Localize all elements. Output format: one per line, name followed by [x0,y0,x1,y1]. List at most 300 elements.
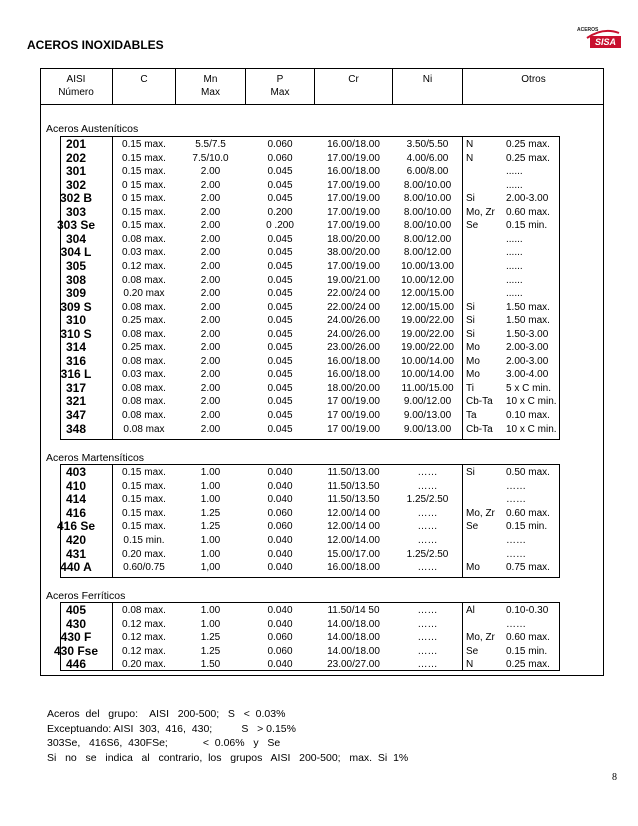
cell-p: 0.045 [267,179,293,191]
cell-cr: 11.50/13.00 [327,467,380,478]
cell-o2: …… [506,480,526,492]
header-cr: Cr [348,74,359,85]
cell-cr: 16.00/18.00 [327,166,380,178]
cell-ni: 6.00/8.00 [406,166,449,178]
table-row [0,287,638,300]
cell-o2: 10 x C min. [506,423,557,435]
cell-o2: 0.25 max. [506,139,550,150]
cell-o2: 0.60 max. [506,206,550,218]
cell-o2: 0.60 max. [506,632,550,644]
cell-cr: 12.00/14.00 [327,535,380,546]
cell-p: 0.045 [267,233,293,245]
cell-c: 0 15 max. [122,179,166,191]
cell-c: 0.15 max. [122,166,166,178]
cell-ni: 10.00/13.00 [401,260,454,272]
cell-cr: 18.00/20.00 [327,382,380,394]
cell-c: 0.03 max. [122,247,166,259]
table-row [0,604,638,617]
table-row [0,561,638,574]
cell-o2: 5 x C min. [506,382,552,394]
cell-c: 0.08 max. [122,301,166,313]
cell-aisi: 201 [65,137,87,151]
cell-p: 0.045 [267,396,293,408]
cell-o2: 0.75 max. [506,562,550,574]
cell-aisi: 430 Fse [53,643,99,658]
cell-ni: 10.00/14.00 [401,369,454,381]
header-aisi [40,73,112,99]
cell-p: 0.040 [267,494,293,506]
cell-p: 0.040 [267,467,293,478]
cell-ni: 8.00/10.00 [403,206,452,218]
cell-p: 0.045 [267,355,293,367]
cell-o2: ...... [506,288,523,300]
cell-aisi: 403 [65,465,87,479]
table-row [0,179,638,192]
cell-aisi: 314 [65,340,87,355]
cell-aisi: 321 [65,394,87,409]
cell-p: 0.040 [267,480,293,492]
cell-c: 0.15 max. [122,480,166,492]
table-row [0,423,638,436]
footnote-line: Aceros del grupo: AISI 200-500; S < 0.03% [47,708,286,720]
cell-mn: 1.00 [200,618,221,630]
cell-p: 0.045 [267,247,293,259]
cell-mn: 2.00 [200,233,221,245]
cell-aisi: 303 [65,204,87,219]
cell-c: 0.15 max. [122,220,166,232]
cell-ni: …… [417,521,438,533]
cell-aisi: 301 [65,164,87,179]
cell-p: 0.060 [267,152,293,164]
cell-aisi: 316 [65,353,87,368]
cell-c: 0.20 max. [122,548,166,560]
cell-p: 0.045 [267,382,293,394]
cell-p: 0.045 [267,369,293,381]
cell-cr: 24.00/26.00 [327,328,380,340]
cell-p: 0.060 [267,632,293,644]
cell-p: 0.045 [267,260,293,272]
cell-mn: 2.00 [200,260,221,272]
cell-aisi: 431 [65,546,87,561]
cell-mn: 2.00 [200,206,221,218]
cell-o2: 0.15 min. [506,645,548,657]
cell-mn: 2.00 [200,328,221,340]
cell-ni: …… [417,632,438,644]
cell-ni: 19.00/22.00 [401,328,454,340]
cell-ni: …… [417,467,438,478]
cell-cr: 17.00/19.00 [327,179,380,191]
cell-o2: ...... [506,179,523,191]
sisa-logo [577,25,623,51]
cell-aisi: 202 [65,150,87,165]
cell-ni: 12.00/15.00 [401,301,454,313]
cell-o2: ...... [506,274,523,286]
header-mn-line1: Mn [203,74,218,85]
table-row [0,395,638,408]
cell-p: 0.060 [267,521,293,533]
cell-o2: 1.50 max. [506,301,550,313]
cell-aisi: 309 S [60,299,92,314]
cell-c: 0.15 max. [122,521,166,533]
table-row [0,382,638,395]
section-title-ferriticos: Aceros Ferríticos [46,590,126,602]
cell-aisi: 410 [65,478,87,493]
cell-cr: 11.50/13.50 [327,494,380,506]
cell-ni: 19.00/22.00 [401,342,454,354]
cell-aisi: 446 [65,657,87,672]
cell-c: 0.60/0.75 [123,562,165,574]
table-row [0,341,638,354]
cell-o2: 3.00-4.00 [506,369,549,381]
cell-aisi: 310 [65,313,87,328]
cell-mn: 1.00 [200,548,221,560]
table-row [0,658,638,671]
cell-p: 0.200 [267,206,293,218]
cell-mn: 1.00 [200,480,221,492]
section-title-martensiticos: Aceros Martensíticos [46,452,145,464]
cell-c: 0.12 max. [122,632,166,644]
footnote-line: 303Se, 416S6, 430FSe; < 0.06% y Se [47,737,281,749]
cell-cr: 22.00/24 00 [327,301,380,313]
cell-ni: 12.00/15.00 [401,288,454,300]
cell-mn: 1.50 [200,659,221,671]
cell-cr: 23.00/27.00 [327,659,380,671]
cell-c: 0.12 max. [122,618,166,630]
cell-o2: 0.10 max. [506,410,550,421]
table-row [0,493,638,506]
cell-aisi: 310 S [60,326,92,341]
table-row [0,274,638,287]
cell-c: 0.15 max. [122,494,166,506]
cell-ni: 11.00/15.00 [401,382,454,394]
cell-cr: 14.00/18.00 [327,632,380,644]
cell-p: 0.060 [267,645,293,657]
cell-c: 0 15 max. [122,193,166,205]
footnote-line: Exceptuando: AISI 303, 416, 430; S > 0.15% [47,722,296,735]
cell-ni: …… [417,507,438,519]
cell-mn: 1.00 [200,535,221,546]
cell-o2: 2.00-3.00 [506,355,549,367]
table-row [0,355,638,368]
footnote-line: Si no se indica al contrario, los grupos AISI 200-500; max. Si 1% [47,751,409,764]
cell-p: 0.045 [267,166,293,178]
cell-ni: 1.25/2.50 [406,548,449,560]
cell-o1: Mo, Zr [466,206,495,218]
cell-c: 0.08 max. [122,396,166,408]
table-row [0,206,638,219]
cell-mn: 7.5/10.0 [192,152,229,164]
cell-p: 0.045 [267,301,293,313]
cell-ni: 8.00/12.00 [403,233,452,245]
cell-o2: 1.50-3.00 [506,328,549,340]
cell-cr: 16.00/18.00 [327,369,380,381]
cell-ni: …… [417,535,438,546]
cell-cr: 17.00/19.00 [327,193,380,205]
cell-c: 0.15 max. [122,467,166,478]
cell-c: 0.08 max [123,423,165,435]
cell-o1: Mo [466,355,480,367]
header-ni: Ni [422,74,433,85]
cell-ni: …… [417,480,438,492]
cell-o1: Ta [466,410,477,421]
cell-mn: 2.00 [200,288,221,300]
table-row [0,631,638,644]
cell-p: 0.045 [267,274,293,286]
cell-o1: Mo [466,369,480,381]
cell-o2: 0.50 max. [506,467,550,478]
cell-cr: 23.00/26.00 [327,342,380,354]
cell-ni: 10.00/12.00 [401,274,454,286]
cell-p: 0.040 [267,659,293,671]
cell-mn: 1,00 [200,562,221,574]
cell-c: 0.15 max. [122,507,166,519]
page-title: ACEROS INOXIDABLES [27,38,164,52]
cell-ni: …… [417,618,438,630]
cell-aisi: 347 [65,408,87,422]
cell-aisi: 316 L [60,367,92,382]
cell-p: 0.045 [267,423,293,435]
cell-aisi: 304 L [60,245,92,260]
table-row [0,534,638,547]
header-aisi-line2: Número [58,87,94,98]
header-mn-line2: Max [201,87,220,98]
cell-o1: Se [466,220,479,232]
header-c: C [140,74,148,85]
cell-p: 0.045 [267,193,293,205]
table-row [0,260,638,273]
cell-cr: 22.00/24 00 [327,288,380,300]
cell-cr: 24.00/26.00 [327,315,380,327]
table-row [0,548,638,561]
cell-ni: …… [417,562,438,574]
cell-aisi: 430 [65,616,87,631]
cell-p: 0.040 [267,548,293,560]
cell-mn: 2.00 [200,274,221,286]
cell-o2: ...... [506,247,523,259]
cell-o2: …… [506,618,526,630]
cell-aisi: 440 A [60,560,92,575]
cell-cr: 16.00/18.00 [327,562,380,574]
cell-mn: 2.00 [200,179,221,191]
cell-o2: …… [506,535,526,546]
header-otros: Otros [521,74,546,85]
cell-o1: Cb-Ta [466,396,493,408]
cell-c: 0.15 max. [122,139,166,150]
table-row [0,618,638,631]
cell-cr: 18.00/20.00 [327,233,380,245]
cell-c: 0.15 min. [123,535,165,546]
cell-cr: 11.50/14 50 [327,605,380,616]
cell-mn: 1.00 [200,467,221,478]
cell-p: 0.040 [267,605,293,616]
cell-ni: 3.50/5.50 [406,139,449,150]
cell-cr: 17.00/19.00 [327,152,380,164]
cell-mn: 2.00 [200,355,221,367]
cell-o1: Si [466,193,475,205]
cell-p: 0.040 [267,562,293,574]
cell-c: 0.08 max. [122,605,166,616]
logo-box: SISA [590,36,621,48]
cell-cr: 12.00/14 00 [327,507,380,519]
cell-c: 0.08 max. [122,233,166,245]
cell-p: 0.040 [267,618,293,630]
cell-mn: 2.00 [200,166,221,178]
table-row [0,192,638,205]
cell-o1: Se [466,645,479,657]
cell-p: 0.060 [267,507,293,519]
cell-o1: N [466,139,474,150]
cell-o2: 0.15 min. [506,521,548,533]
cell-mn: 2.00 [200,342,221,354]
cell-aisi: 416 [65,505,87,520]
cell-mn: 2.00 [200,396,221,408]
cell-aisi: 420 [65,533,87,547]
cell-o2: ...... [506,166,523,178]
cell-o1: Ti [466,382,474,394]
table-row [0,233,638,246]
cell-mn: 2.00 [200,301,221,313]
cell-cr: 38.00/20.00 [327,247,380,259]
header-p-line1: P [276,74,284,85]
cell-aisi: 304 [65,231,87,246]
cell-cr: 17.00/19.00 [327,220,380,232]
cell-o1: N [466,659,474,671]
cell-o2: 2.00-3.00 [506,193,549,205]
cell-aisi: 317 [65,380,87,395]
cell-aisi: 414 [65,492,87,507]
table-row [0,138,638,151]
cell-o1: Mo [466,562,480,574]
cell-ni: …… [417,605,438,616]
header-mn [176,73,245,99]
cell-c: 0.08 max. [122,382,166,394]
cell-ni: 8.00/12.00 [403,247,452,259]
cell-p: 0 .200 [266,220,294,232]
cell-p: 0.045 [267,410,293,421]
cell-c: 0.08 max. [122,274,166,286]
cell-mn: 2.00 [200,382,221,394]
table-row [0,645,638,658]
table-row [0,246,638,259]
cell-cr: 17.00/19.00 [327,206,380,218]
table-row [0,466,638,479]
cell-c: 0.12 max. [122,260,166,272]
cell-aisi: 303 Se [56,218,96,233]
cell-cr: 17.00/19.00 [327,260,380,272]
cell-aisi: 308 [65,272,87,287]
cell-ni: 9.00/13.00 [403,423,452,435]
cell-cr: 14.00/18.00 [327,618,380,630]
table-row [0,165,638,178]
table-row [0,368,638,381]
table-row [0,328,638,341]
cell-cr: 17 00/19.00 [327,423,380,435]
cell-mn: 2.00 [200,193,221,205]
cell-aisi: 309 [65,286,87,301]
cell-p: 0.040 [267,535,293,546]
cell-mn: 1.00 [200,605,221,616]
cell-o2: 0.60 max. [506,507,550,519]
logo-tag: ACEROS [577,27,599,33]
cell-ni: 19.00/22.00 [401,315,454,327]
cell-o1: N [466,152,474,164]
cell-ni: 10.00/14.00 [401,355,454,367]
cell-cr: 19.00/21.00 [327,274,380,286]
cell-c: 0.15 max. [122,206,166,218]
cell-c: 0.15 max. [122,152,166,164]
cell-mn: 1.00 [200,494,221,506]
cell-c: 0.08 max. [122,328,166,340]
cell-p: 0.045 [267,288,293,300]
cell-mn: 5.5/7.5 [195,139,226,150]
cell-aisi: 430 F [60,630,92,645]
section-title-austeniticos: Aceros Austeníticos [46,123,139,135]
cell-o1: Mo [466,342,480,354]
cell-mn: 2.00 [200,315,221,327]
cell-aisi: 305 [65,258,87,273]
cell-o1: Si [466,328,475,340]
cell-cr: 16.00/18.00 [327,355,380,367]
header-aisi-line1: AISI [66,74,86,85]
table-row [0,301,638,314]
header-divider [40,104,604,105]
cell-p: 0.045 [267,315,293,327]
cell-c: 0.20 max. [122,659,166,671]
cell-p: 0.045 [267,342,293,354]
cell-c: 0.20 max [123,288,165,300]
cell-o1: Al [466,605,475,616]
cell-cr: 15.00/17.00 [327,548,380,560]
cell-ni: 8.00/10.00 [403,179,452,191]
cell-o2: 0.25 max. [506,659,550,671]
cell-o1: Mo, Zr [466,632,495,644]
table-row [0,314,638,327]
cell-o2: 0.10-0.30 [506,605,549,616]
page-number: 8 [612,772,617,783]
cell-p: 0.060 [267,139,293,150]
cell-ni: 9.00/12.00 [403,396,452,408]
cell-o2: …… [506,494,526,506]
table-row [0,152,638,165]
cell-o1: Si [466,315,475,327]
cell-ni: 9.00/13.00 [403,410,452,421]
cell-mn: 2.00 [200,410,221,421]
cell-mn: 1.25 [200,632,221,644]
cell-o2: …… [506,548,526,560]
cell-ni: 8.00/10.00 [403,193,452,205]
cell-o2: 10 x C min. [506,396,557,408]
cell-c: 0.08 max. [122,355,166,367]
cell-aisi: 348 [65,421,87,436]
cell-aisi: 405 [65,603,87,617]
cell-p: 0.045 [267,328,293,340]
cell-o1: Si [466,301,475,313]
table-row [0,219,638,232]
cell-mn: 2.00 [200,247,221,259]
cell-o2: 0.15 min. [506,220,548,232]
header-p-line2: Max [270,87,290,98]
cell-o1: Mo, Zr [466,507,495,519]
cell-ni: …… [417,645,438,657]
cell-cr: 14.00/18.00 [327,645,380,657]
cell-ni: 8.00/10.00 [403,220,452,232]
cell-cr: 16.00/18.00 [327,139,380,150]
cell-o1: Se [466,521,479,533]
cell-ni: 1.25/2.50 [406,494,449,506]
cell-aisi: 302 [65,177,87,192]
cell-o2: ...... [506,260,523,272]
cell-o2: 2.00-3.00 [506,342,549,354]
